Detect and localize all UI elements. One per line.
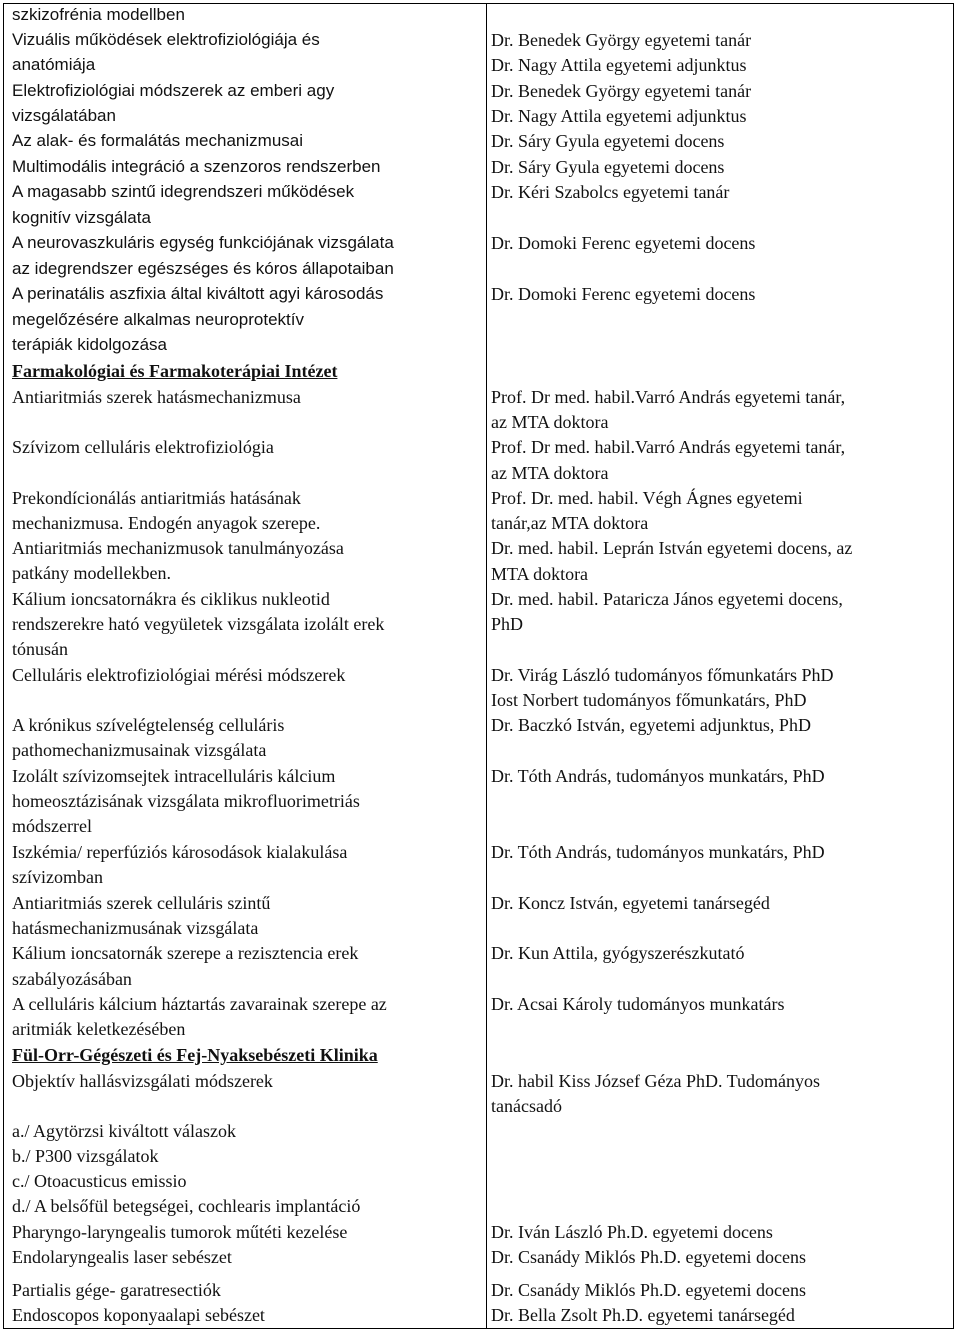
supervisor-line: Dr. Benedek György egyetemi tanár xyxy=(491,30,752,50)
topic-line: Endoscopos koponyaalapi sebészet xyxy=(12,1305,265,1325)
topic-line: patkány modellekben. xyxy=(12,563,171,583)
topic-line: Celluláris elektrofiziológiai mérési módszerek xyxy=(12,665,346,685)
topic-line: Iszkémia/ reperfúziós károsodások kialakulása xyxy=(12,842,348,862)
supervisors-column xyxy=(491,4,947,1328)
supervisor-line: Dr. Nagy Attila egyetemi adjunktus xyxy=(491,55,747,75)
topic-line: rendszerekre ható vegyületek vizsgálata izolált erek xyxy=(12,614,385,634)
topic-line: A magasabb szintű idegrendszeri működések xyxy=(12,182,355,201)
supervisor-line: Dr. Tóth András, tudományos munkatárs, PhD xyxy=(491,842,825,862)
topic-line: vizsgálatában xyxy=(12,106,116,125)
supervisor-line: Dr. Csanády Miklós Ph.D. egyetemi docens xyxy=(491,1247,806,1267)
supervisor-line: Dr. med. habil. Pataricza János egyetemi docens, xyxy=(491,589,843,609)
topic-line: Prekondícionálás antiaritmiás hatásának xyxy=(12,488,301,508)
topic-line: Antiaritmiás szerek celluláris szintű xyxy=(12,893,271,913)
column-divider xyxy=(486,4,487,1328)
topic-line: Vizuális működések elektrofiziológiája és xyxy=(12,30,320,49)
topic-line: Kálium ioncsatornák szerepe a rezisztencia erek xyxy=(12,943,359,963)
topic-line: tónusán xyxy=(12,639,68,659)
department-heading: Fül-Orr-Gégészeti és Fej-Nyaksebészeti Klinika xyxy=(12,1045,378,1065)
topic-line: Izolált szívizomsejtek intracelluláris kálcium xyxy=(12,766,336,786)
topic-line: a./ Agytörzsi kiváltott válaszok xyxy=(12,1121,236,1141)
supervisor-line: PhD xyxy=(491,614,524,634)
topic-line: pathomechanizmusainak vizsgálata xyxy=(12,740,267,760)
supervisor-line: Dr. Acsai Károly tudományos munkatárs xyxy=(491,994,785,1014)
topics-column xyxy=(12,4,478,1328)
topic-line: A neurovaszkuláris egység funkciójának vizsgálata xyxy=(12,233,394,252)
supervisor-line: Dr. Sáry Gyula egyetemi docens xyxy=(491,131,725,151)
supervisor-line: Dr. Koncz István, egyetemi tanársegéd xyxy=(491,893,770,913)
topic-line: b./ P300 vizsgálatok xyxy=(12,1146,159,1166)
topic-line: módszerrel xyxy=(12,816,92,836)
topic-line: megelőzésére alkalmas neuroprotektív xyxy=(12,310,304,329)
supervisor-line: Prof. Dr. med. habil. Végh Ágnes egyetemi xyxy=(491,488,803,508)
supervisor-line: Dr. Tóth András, tudományos munkatárs, PhD xyxy=(491,766,825,786)
topic-line: Objektív hallásvizsgálati módszerek xyxy=(12,1071,273,1091)
topic-line: szívizomban xyxy=(12,867,103,887)
supervisor-line: Dr. Domoki Ferenc egyetemi docens xyxy=(491,284,756,304)
supervisor-line: Dr. med. habil. Leprán István egyetemi docens, az xyxy=(491,538,853,558)
topic-line: mechanizmusa. Endogén anyagok szerepe. xyxy=(12,513,321,533)
topic-line: Pharyngo-laryngealis tumorok műtéti kezelése xyxy=(12,1222,348,1242)
department-heading: Farmakológiai és Farmakoterápiai Intézet xyxy=(12,361,338,381)
supervisor-line: tanár,az MTA doktora xyxy=(491,513,649,533)
topic-line: az idegrendszer egészséges és kóros állapotaiban xyxy=(12,259,394,278)
topic-line: Antiaritmiás mechanizmusok tanulmányozása xyxy=(12,538,344,558)
supervisor-line: Dr. Iván László Ph.D. egyetemi docens xyxy=(491,1222,773,1242)
topic-line: szabályozásában xyxy=(12,969,132,989)
supervisor-line: Dr. Kéri Szabolcs egyetemi tanár xyxy=(491,182,730,202)
supervisor-line: az MTA doktora xyxy=(491,463,609,483)
topic-line: Partialis gége- garatresectiók xyxy=(12,1280,221,1300)
topic-line: Endolaryngealis laser sebészet xyxy=(12,1247,232,1267)
supervisor-line: Dr. Bella Zsolt Ph.D. egyetemi tanársegéd xyxy=(491,1305,795,1325)
topic-line: A perinatális aszfixia által kiváltott agyi károsodás xyxy=(12,284,384,303)
topic-line: Multimodális integráció a szenzoros rendszerben xyxy=(12,157,381,176)
supervisor-line: Dr. Virág László tudományos főmunkatárs PhD xyxy=(491,665,834,685)
topic-line: c./ Otoacusticus emissio xyxy=(12,1171,187,1191)
topic-line: Elektrofiziológiai módszerek az emberi agy xyxy=(12,81,335,100)
topic-line: A celluláris kálcium háztartás zavarainak szerepe az xyxy=(12,994,387,1014)
document-table xyxy=(3,3,954,1329)
topic-line: aritmiák keletkezésében xyxy=(12,1019,186,1039)
topic-line: kognitív vizsgálata xyxy=(12,208,151,227)
supervisor-line: Dr. Sáry Gyula egyetemi docens xyxy=(491,157,725,177)
supervisor-line: MTA doktora xyxy=(491,564,589,584)
supervisor-line: Prof. Dr med. habil.Varró András egyetemi tanár, xyxy=(491,387,846,407)
topic-line: A krónikus szívelégtelenség celluláris xyxy=(12,715,285,735)
topic-line: hatásmechanizmusának vizsgálata xyxy=(12,918,259,938)
supervisor-line: az MTA doktora xyxy=(491,412,609,432)
supervisor-line: Dr. Nagy Attila egyetemi adjunktus xyxy=(491,106,747,126)
topic-line: szkizofrénia modellben xyxy=(12,5,185,24)
supervisor-line: Dr. habil Kiss József Géza PhD. Tudományos xyxy=(491,1071,820,1091)
topic-line: Kálium ioncsatornákra és ciklikus nukleotid xyxy=(12,589,330,609)
supervisor-line: Prof. Dr med. habil.Varró András egyetemi tanár, xyxy=(491,437,846,457)
supervisor-line: Dr. Kun Attila, gyógyszerészkutató xyxy=(491,943,745,963)
supervisor-line: tanácsadó xyxy=(491,1096,562,1116)
topic-line: homeosztázisának vizsgálata mikrofluorimetriás xyxy=(12,791,360,811)
supervisor-line: Dr. Benedek György egyetemi tanár xyxy=(491,81,752,101)
topic-line: d./ A belsőfül betegségei, cochlearis implantáció xyxy=(12,1196,361,1216)
supervisor-line: Dr. Baczkó István, egyetemi adjunktus, PhD xyxy=(491,715,811,735)
topic-line: anatómiája xyxy=(12,55,96,74)
topic-line: Antiaritmiás szerek hatásmechanizmusa xyxy=(12,387,301,407)
topic-line: Az alak- és formalátás mechanizmusai xyxy=(12,131,304,150)
topic-line: terápiák kidolgozása xyxy=(12,335,167,354)
topic-line: Szívizom celluláris elektrofiziológia xyxy=(12,437,274,457)
supervisor-line: Dr. Csanády Miklós Ph.D. egyetemi docens xyxy=(491,1280,806,1300)
supervisor-line: Iost Norbert tudományos főmunkatárs, PhD xyxy=(491,690,807,710)
supervisor-line: Dr. Domoki Ferenc egyetemi docens xyxy=(491,233,756,253)
